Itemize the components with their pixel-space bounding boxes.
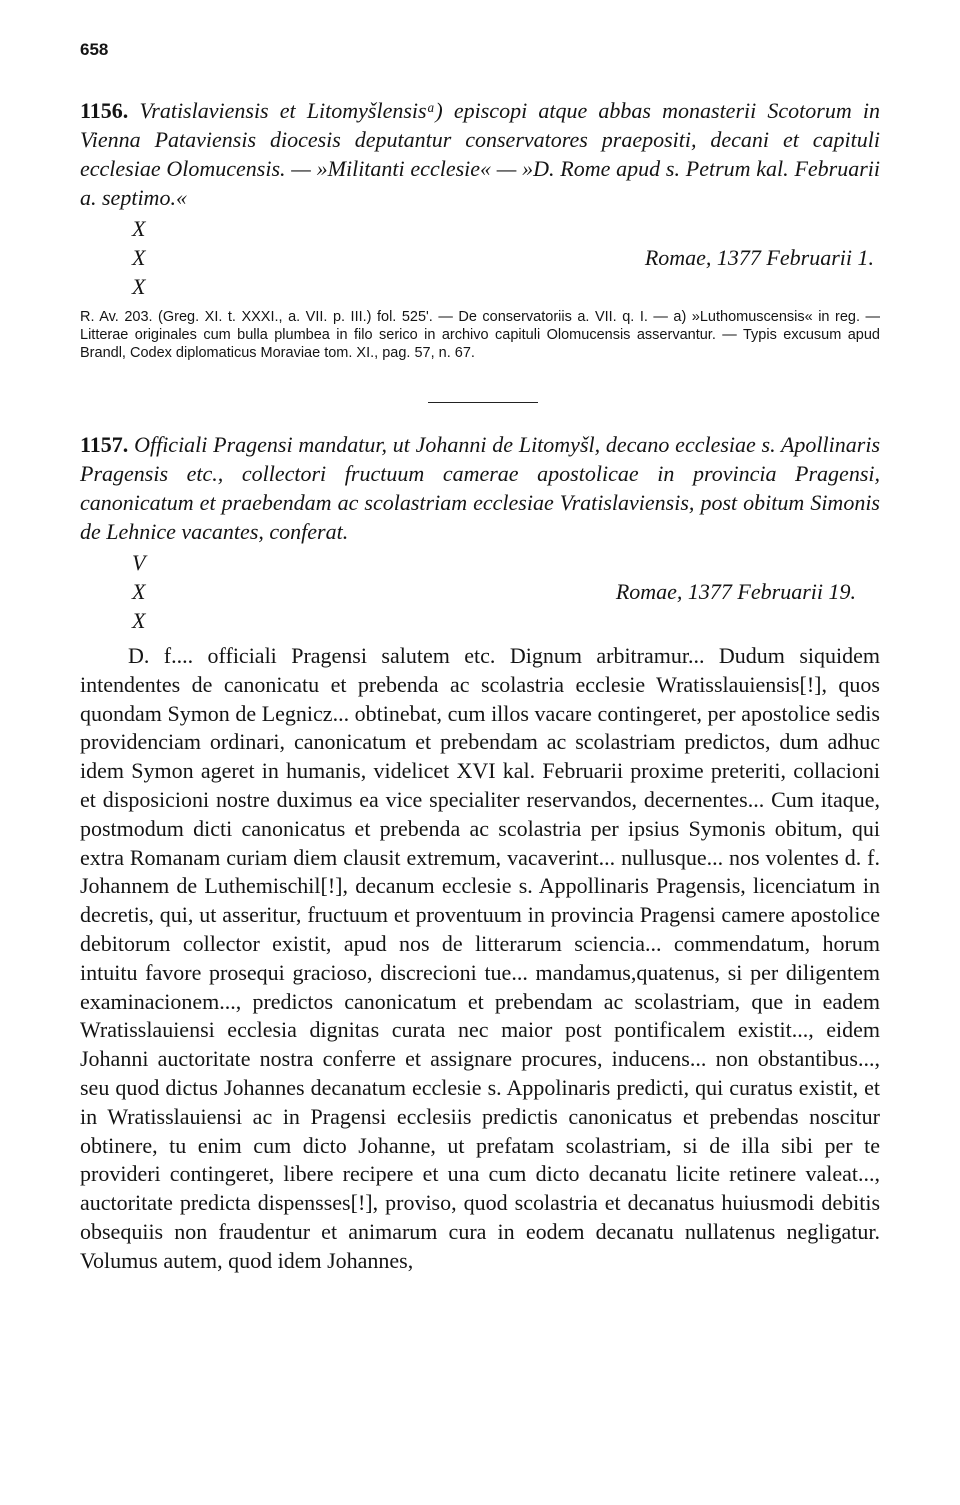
- entry-1157-mark-3: X: [132, 608, 146, 633]
- entry-1156-number: 1156.: [80, 98, 129, 123]
- entry-1157-body: [80, 642, 880, 1276]
- entry-1156-heading: [80, 96, 880, 212]
- page-number: 658: [80, 40, 109, 59]
- entry-1157-number: 1157.: [80, 432, 129, 457]
- entry-1157-summary: Officiali Pragensi mandatur, ut Johanni de Litomyšl, decano ecclesiae s. Apollinaris Pragensis etc., collectori fructuum camerae apostolicae in provincia Pragensi, canonicatum et praebendam ac scolastriam ecclesiae Vratislaviensis, post obitum Simonis de Lehnice vacantes, conferat.: [80, 432, 881, 544]
- entry-1156-summary: Vratislaviensis et Litomyšlensisᵃ) episcopi atque abbas monasterii Scotorum in Vienna Pataviensis diocesis deputantur conservatores praepositi, decani et capituli ecclesiae Olomucensis. — »Militanti ecclesie« — »D. Rome apud s. Petrum kal. Februarii a. septimo.«: [80, 98, 881, 210]
- entry-1156-date: Romae, 1377 Februarii 1.: [644, 245, 874, 270]
- entry-1157-body-text: D. f.... officiali Pragensi salutem etc. Dignum arbitramur... Dudum siquidem intendentes de canonicatu et prebenda ac scolastria ecclesie Wratisslauiensis[!], quos quondam Symon de Legnicz... obtinebat, cum illos vacare contingeret, per apostolice sedis providenciam ordinari, canonicatum et prebendam ac scolastriam predictos, dum adhuc idem Symon ageret in humanis, videlicet XVI kal. Februarii proxime preteriti, collacioni et disposicioni nostre duximus ea vice specialiter reservandos, decernentes... Cum itaque, postmodum dicti canonicatus et prebenda ac scolastria per ipsius Symonis obitum, qui extra Romanam curiam diem clausit extremum, vacaverint... nullusque... nos volentes d. f. Johannem de Luthemischil[!], decanum ecclesie s. Appollinaris Pragensis, licenciatum in decretis, qui, ut asseritur, fructuum et proventuum in provincia Pragensi camere apostolice debitorum collector existit, apud nos de litterarum sciencia... commendatum, horum intuitu favore prosequi gracioso, discrecioni tue... mandamus,quatenus, si per diligentem examinacionem..., predictos canonicatum et prebendam ac scolastriam, que in eadem Wratisslauiensi ecclesia dignitas curata nec maior post pontificalem existit..., eidem Johanni auctoritate nostra conferre et assignare procures, inducens... non obstantibus..., seu quod dictus Johannes decanatum ecclesie s. Appolinaris predicti, qui curatus existit, et in Wratisslauiensi ac in Pragensi ecclesiis predictis canonicatus et prebendas noscitur obtinere, tu enim cum dicto Johanne, ut prefatam scolastriam, si de illa sibi per te provideri contingeret, libere recipere et una cum dicto decanatu licite retinere valeat..., auctoritate predicta dispensses[!], proviso, quod scolastria et decanatus huiusmodi debitis obsequiis non fraudentur et animarum cura in eodem decanatu nullatenus negligatur. Volumus autem, quod idem Johannes,: [80, 643, 880, 1273]
- entry-1156-mark-2: X: [132, 245, 146, 270]
- section-divider: [428, 402, 538, 403]
- entry-1156-notes: R. Av. 203. (Greg. XI. t. XXXI., a. VII. p. III.) fol. 525'. — De conservatoriis a. VII. q. I. — a) »Luthomuscensis« in reg. — Litterae originales cum bulla plumbea in filo serico in archivo capituli Olomucensis asservantur. — Typis excusum apud Brandl, Codex diplomaticus Moraviae tom. XI., pag. 57, n. 67.: [80, 309, 880, 361]
- entry-1157-mark-1: V: [132, 550, 146, 575]
- entry-1157-heading: [80, 430, 880, 546]
- entry-1157-date: Romae, 1377 Februarii 19.: [615, 579, 856, 604]
- entry-1156-mark-3: X: [132, 274, 146, 299]
- entry-1156-mark-1: X: [132, 216, 146, 241]
- entry-1157-mark-2: X: [132, 579, 146, 604]
